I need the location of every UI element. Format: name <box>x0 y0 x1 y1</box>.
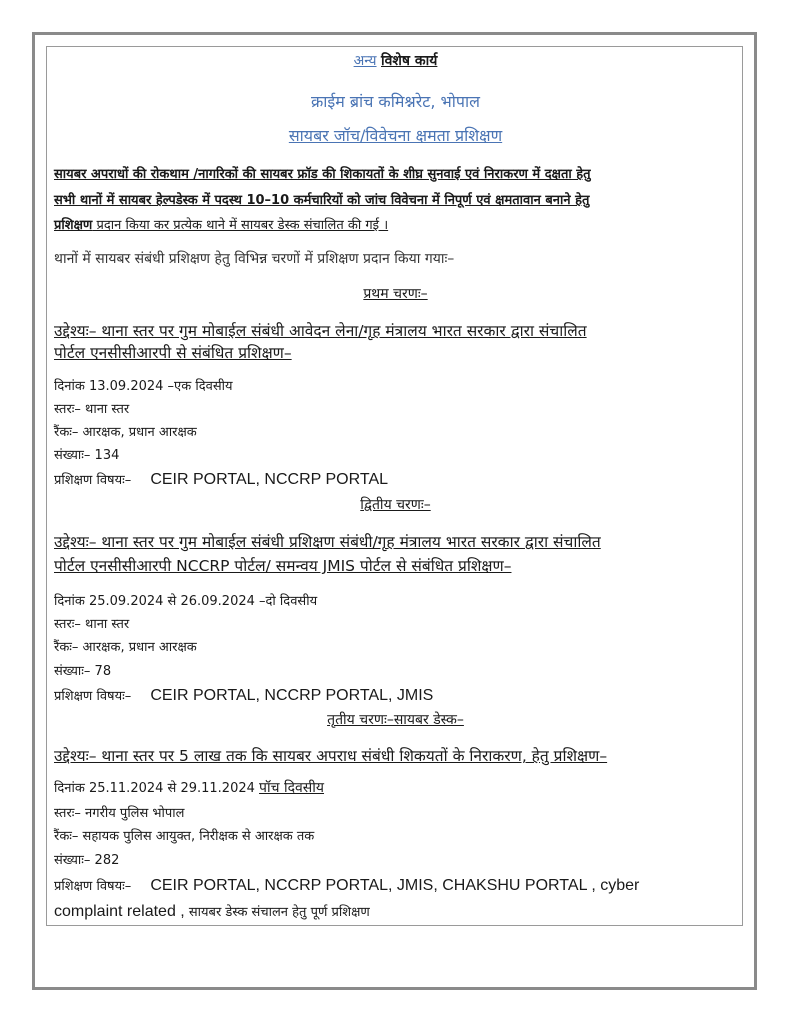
intro-line-3-bold: प्रशिक्षण <box>54 218 93 233</box>
phase-1-count: संख्याः– 134 <box>54 448 120 463</box>
top-heading-prefix: अन्य <box>353 53 377 69</box>
phase-1-level: स्तरः– थाना स्तर <box>54 402 130 417</box>
phase-2-rank: रैंकः– आरक्षक, प्रधान आरक्षक <box>54 640 197 655</box>
intro-line-2: सभी थानों में सायबर हेल्पडेस्क में पदस्थ 10–10 कर्मचारियों को जांच विवेचना में निपूर्ण एवं क्षमतावान बनाने हेतु <box>54 193 590 208</box>
intro-line-3 <box>54 215 388 233</box>
phase-2-date: दिनांक 25.09.2024 से 26.09.2024 –दो दिवसीय <box>54 594 318 609</box>
phase-3-subject-value: CEIR PORTAL, NCCRP PORTAL, JMIS, CHAKSHU PORTAL , cyber <box>150 877 640 894</box>
top-heading <box>0 51 791 70</box>
phase-3-title: तृतीय चरणः–सायबर डेस्क– <box>327 712 464 728</box>
org-title: क्राईम ब्रांच कमिश्नरेट, भोपाल <box>310 92 481 111</box>
phase-3-date <box>54 778 324 797</box>
phase-2-objective-line-2: पोर्टल एनसीसीआरपी NCCRP पोर्टल/ समन्वय JMIS पोर्टल से संबंधित प्रशिक्षण– <box>54 557 512 575</box>
program-title: सायबर जॉच/विवेचना क्षमता प्रशिक्षण <box>288 126 503 145</box>
phase-2-subject-value: CEIR PORTAL, NCCRP PORTAL, JMIS <box>150 687 434 704</box>
phase-3-level: स्तरः– नगरीय पुलिस भोपाल <box>54 806 185 821</box>
phase-3-subject-cont-hindi: सायबर डेस्क संचालन हेतु पूर्ण प्रशिक्षण <box>184 905 370 920</box>
phase-2-objective-line-1: उद्देश्यः– थाना स्तर पर गुम मोबाईल संबंधी प्रशिक्षण संबंधी/गृह मंत्रालय भारत सरकार द्वारा संचालित <box>54 533 601 551</box>
phase-3-subject-cont-latin: complaint related , <box>54 903 185 920</box>
phase-2-subject <box>54 685 433 705</box>
phase-1-subject-label: प्रशिक्षण विषयः– <box>54 473 132 488</box>
phase-3-subject-continued <box>54 901 370 921</box>
phase-3-rank: रैंकः– सहायक पुलिस आयुक्त, निरीक्षक से आरक्षक तक <box>54 829 315 844</box>
intro-line-3-rest: प्रदान किया कर प्रत्येक थाने में सायबर डेस्क संचालित की गई । <box>92 218 389 233</box>
phase-1-objective-line-1: उद्देश्यः– थाना स्तर पर गुम मोबाईल संबंधी आवेदन लेना/गृह मंत्रालय भारत सरकार द्वारा संचालित <box>54 322 587 340</box>
phase-3-date-prefix: दिनांक 25.11.2024 से 29.11.2024 <box>54 781 255 796</box>
top-heading-bold: विशेष कार्य <box>381 53 438 69</box>
phase-2-level: स्तरः– थाना स्तर <box>54 617 130 632</box>
phase-1-title: प्रथम चरणः– <box>363 286 428 302</box>
phase-3-objective: उद्देश्यः– थाना स्तर पर 5 लाख तक कि सायबर अपराध संबंधी शिकयतों के निराकरण, हेतु प्रशिक्षण– <box>54 747 608 765</box>
phase-2-count: संख्याः– 78 <box>54 664 112 679</box>
phase-1-subject-value: CEIR PORTAL, NCCRP PORTAL <box>150 471 389 488</box>
intro-summary: थानों में सायबर संबंधी प्रशिक्षण हेतु विभिन्न चरणों में प्रशिक्षण प्रदान किया गयाः– <box>54 251 455 267</box>
phase-1-subject <box>54 469 388 489</box>
phase-2-title: द्वितीय चरणः– <box>360 497 431 513</box>
phase-1-date: दिनांक 13.09.2024 –एक दिवसीय <box>54 379 233 394</box>
phase-1-rank: रैंकः– आरक्षक, प्रधान आरक्षक <box>54 425 197 440</box>
phase-3-date-duration: पॉच दिवसीय <box>259 780 325 796</box>
phase-1-objective-line-2: पोर्टल एनसीसीआरपी से संबंधित प्रशिक्षण– <box>54 344 292 362</box>
phase-3-subject <box>54 875 639 895</box>
intro-line-1: सायबर अपराधों की रोकथाम /नागरिकों की सायबर फ्रॉड की शिकायतों के शीघ्र सुनवाई एवं निराकरण में दक्षता हेतु <box>54 167 591 182</box>
phase-2-subject-label: प्रशिक्षण विषयः– <box>54 689 132 704</box>
phase-3-subject-label: प्रशिक्षण विषयः– <box>54 879 132 894</box>
phase-3-count: संख्याः– 282 <box>54 853 120 868</box>
